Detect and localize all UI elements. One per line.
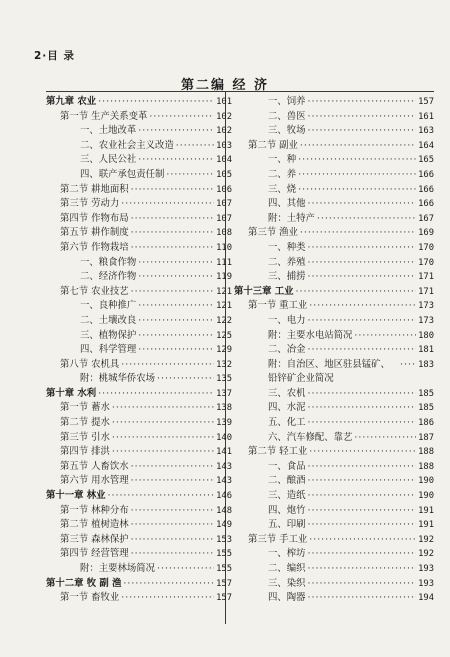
toc-entry-page: 180	[418, 330, 434, 341]
leader-dots	[308, 489, 417, 504]
leader-dots	[308, 474, 417, 489]
toc-entry-title: 二、编织	[268, 563, 306, 574]
leader-dots	[309, 299, 416, 314]
toc-entry-title: 二、养	[268, 168, 297, 180]
toc-entry	[234, 445, 434, 460]
toc-entry	[46, 489, 232, 504]
leader-dots	[98, 387, 214, 402]
leader-dots	[121, 197, 214, 212]
toc-entry	[46, 299, 232, 314]
leader-dots	[298, 153, 416, 168]
toc-entry-page: 161	[418, 111, 434, 122]
toc-entry-title: 第三节 引水	[60, 431, 110, 443]
leader-dots	[138, 314, 214, 329]
toc-entry-page: 166	[418, 169, 434, 180]
toc-entry-title: 二、酿酒	[268, 475, 306, 487]
leader-dots	[308, 124, 417, 139]
leader-dots	[121, 358, 214, 373]
toc-entry	[46, 445, 232, 460]
toc-entry-title: 第三节 劳动力	[60, 198, 120, 210]
leader-dots	[121, 591, 214, 606]
toc-entry-page: 135	[216, 374, 232, 385]
toc-entry-title: 二、经济作物	[80, 271, 137, 283]
toc-entry-title: 一、种	[268, 154, 297, 166]
toc-entry	[234, 299, 434, 314]
toc-entry-page: 153	[216, 534, 232, 545]
leader-dots	[138, 124, 214, 139]
leader-dots	[308, 504, 417, 519]
toc-entry-page: 132	[216, 359, 232, 370]
toc-entry-title: 第四节 作物布局	[60, 212, 129, 224]
toc-entry-page: 101	[216, 97, 232, 107]
toc-entry-title: 六、汽车修配、靠艺	[268, 431, 353, 443]
leader-dots	[309, 445, 416, 460]
toc-entry	[234, 474, 434, 489]
leader-dots	[131, 226, 215, 241]
toc-entry	[234, 95, 434, 110]
toc-entry-title: 第一节 生产关系变革	[60, 110, 148, 122]
toc-entry-page: 157	[216, 578, 232, 589]
toc-entry-title: 第一节 蓄水	[60, 402, 110, 414]
toc-entry-title: 第五节 耕作制度	[60, 227, 129, 239]
leader-dots	[308, 577, 417, 592]
toc-entry-title: 三、农机	[268, 387, 306, 399]
leader-dots	[298, 183, 416, 198]
toc-entry-page: 125	[216, 330, 232, 341]
leader-dots	[308, 591, 417, 606]
toc-entry-title: 第七节 农业技艺	[60, 285, 129, 297]
leader-dots	[308, 241, 417, 256]
toc-entry-title: 第三节 渔业	[248, 227, 298, 239]
toc-entry-title: 四、科学管理	[80, 344, 137, 356]
toc-entry-title: 一、饲养	[268, 96, 306, 107]
toc-entry-title: 五、化工	[268, 417, 306, 429]
toc-entry-page: 104	[216, 155, 232, 166]
toc-entry-page: 121	[216, 301, 232, 312]
toc-entry-title: 二、土壤改良	[80, 314, 137, 326]
toc-entry	[234, 547, 434, 562]
toc-entry-page: 187	[418, 432, 434, 443]
toc-entry	[46, 197, 232, 212]
toc-entry-title: 附：土特产	[268, 212, 315, 224]
toc-entry	[234, 504, 434, 519]
toc-entry	[46, 562, 232, 577]
toc-entry	[46, 577, 232, 592]
toc-entry	[234, 168, 434, 183]
toc-entry-page: 138	[216, 403, 232, 414]
toc-entry-page: 188	[418, 461, 434, 472]
toc-entry-title: 第三节 手工业	[248, 533, 308, 545]
toc-entry	[234, 431, 434, 446]
leader-dots	[308, 460, 417, 475]
toc-entry-page: 191	[418, 520, 434, 531]
toc-entry-page: 146	[216, 491, 232, 502]
leader-dots	[166, 168, 214, 183]
leader-dots	[112, 445, 214, 460]
toc-entry-page: 190	[418, 476, 434, 487]
toc-entry-title: 三、牧场	[268, 125, 306, 137]
toc-entry	[234, 256, 434, 271]
toc-entry-page: 171	[418, 272, 434, 283]
toc-entry-page: 165	[418, 155, 434, 166]
toc-entry-page: 106	[216, 184, 232, 195]
toc-entry	[46, 401, 232, 416]
toc-entry-page: 194	[418, 593, 434, 604]
toc-entry-title: 第十章 水利	[46, 387, 97, 399]
leader-dots	[138, 329, 214, 344]
leader-dots	[138, 270, 214, 285]
toc-entry-title: 三、人民公社	[80, 154, 137, 166]
leader-dots	[131, 533, 215, 548]
toc-entry-title: 三、植物保护	[80, 329, 137, 341]
leader-dots	[308, 197, 417, 212]
toc-entry-page: 191	[418, 505, 434, 516]
toc-entry-page: 139	[216, 418, 232, 429]
toc-entry-page: 185	[418, 388, 434, 399]
leader-dots	[308, 562, 417, 577]
toc-entry-title: 第八节 农机具	[60, 358, 120, 370]
toc-entry-title: 三、烧	[268, 183, 297, 195]
toc-entry	[234, 226, 434, 241]
toc-entry	[46, 460, 232, 475]
toc-entry-title: 附：主要林场简况	[80, 563, 156, 574]
toc-entry-title: 第六节 用水管理	[60, 475, 129, 487]
toc-entry-page: 105	[216, 169, 232, 180]
toc-entry-title: 附：自治区、地区驻县锰矿、铅锌矿企业简况	[268, 358, 390, 385]
toc-entry-page: 163	[418, 126, 434, 137]
toc-entry-title: 五、印刷	[268, 519, 306, 531]
toc-entry	[234, 314, 434, 329]
toc-entry-title: 第二节 耕地面积	[60, 183, 129, 195]
toc-entry-page: 155	[216, 549, 232, 560]
toc-entry	[234, 183, 434, 198]
toc-entry	[46, 124, 232, 139]
toc-entry-title: 一、土地改革	[80, 125, 137, 137]
toc-entry	[234, 577, 434, 592]
toc-entry-title: 四、其他	[268, 198, 306, 210]
toc-entry-page: 129	[216, 345, 232, 356]
leader-dots	[131, 285, 215, 300]
toc-entry-title: 三、捕捞	[268, 271, 306, 283]
toc-entry-title: 三、造纸	[268, 490, 306, 502]
toc-entry-title: 第十一章 林业	[46, 490, 106, 502]
toc-entry-title: 一、榨坊	[268, 548, 306, 560]
toc-entry-title: 四、陶器	[268, 592, 306, 604]
toc-entry-page: 157	[216, 593, 232, 604]
toc-entry-title: 第三节 森林保护	[60, 533, 129, 545]
leader-dots	[131, 183, 215, 198]
toc-entry-page: 186	[418, 418, 434, 429]
leader-dots	[317, 212, 416, 227]
toc-entry-page: 173	[418, 301, 434, 312]
toc-entry	[46, 256, 232, 271]
leader-dots	[308, 256, 417, 271]
leader-dots	[131, 547, 215, 562]
part-title: 第二编 经 济	[180, 78, 270, 93]
toc-entry-page: 143	[216, 476, 232, 487]
toc-entry	[234, 562, 434, 577]
toc-entry-page: 192	[418, 549, 434, 560]
toc-entry-page: 170	[418, 257, 434, 268]
leader-dots	[308, 314, 417, 329]
toc-entry-title: 一、种类	[268, 241, 306, 253]
toc-entry	[234, 197, 434, 212]
toc-entry	[46, 226, 232, 241]
toc-left-column	[46, 95, 232, 606]
leader-dots	[308, 416, 417, 431]
toc-entry-title: 第四节 经营管理	[60, 548, 129, 560]
toc-entry-title: 二、养殖	[268, 256, 306, 268]
leader-dots	[296, 285, 417, 300]
toc-entry	[46, 591, 232, 606]
toc-entry	[46, 212, 232, 227]
toc-entry-title: 第十三章 工业	[234, 285, 294, 297]
toc-entry-page: 170	[418, 242, 434, 253]
toc-entry	[234, 153, 434, 168]
toc-entry	[46, 533, 232, 548]
toc-entry	[46, 139, 232, 154]
leader-dots	[308, 401, 417, 416]
leader-dots	[354, 431, 416, 446]
toc-entry-title: 第十二章 牧 副 渔	[46, 577, 122, 589]
toc-entry-page: 107	[216, 213, 232, 224]
leader-dots	[112, 431, 214, 446]
toc-entry-title: 二、农业社会主义改造	[80, 139, 174, 151]
toc-entry-title: 四、炮竹	[268, 504, 306, 516]
toc-entry-page: 108	[216, 228, 232, 239]
toc-entry	[46, 504, 232, 519]
toc-entry-page: 143	[216, 461, 232, 472]
toc-entry	[46, 241, 232, 256]
toc-entry	[234, 285, 434, 300]
top-rule	[46, 91, 434, 92]
toc-entry-title: 第九章 农业	[46, 96, 97, 107]
toc-entry-title: 第一节 畜牧业	[60, 592, 120, 604]
toc-entry-page: 149	[216, 520, 232, 531]
toc-entry-page: 190	[418, 491, 434, 502]
toc-entry	[46, 358, 232, 373]
toc-entry-title: 一、良种推广	[80, 300, 137, 312]
toc-entry	[234, 270, 434, 285]
toc-entry	[234, 343, 434, 358]
toc-entry-page: 137	[216, 388, 232, 399]
toc-entry-page: 155	[216, 564, 232, 574]
leader-dots	[308, 518, 417, 533]
toc-entry-page: 183	[418, 359, 434, 370]
toc-entry-title: 四、联产承包责任制	[80, 168, 165, 180]
leader-dots	[298, 168, 416, 183]
leader-dots	[131, 518, 215, 533]
leader-dots	[308, 387, 417, 402]
leader-dots	[108, 489, 215, 504]
toc-entry-title: 二、冶金	[268, 344, 306, 356]
toc-entry	[234, 533, 434, 548]
toc-entry-title: 第六节 作物栽培	[60, 241, 129, 253]
toc-entry-title: 第二节 植树造林	[60, 519, 129, 531]
toc-entry-page: 166	[418, 199, 434, 210]
leader-dots	[138, 343, 214, 358]
toc-entry	[234, 460, 434, 475]
leader-dots	[157, 562, 214, 577]
toc-entry	[46, 431, 232, 446]
toc-entry	[234, 401, 434, 416]
toc-entry-page: 166	[418, 184, 434, 195]
leader-dots	[123, 577, 214, 592]
toc-entry	[46, 416, 232, 431]
toc-entry	[234, 110, 434, 125]
toc-entry-page: 188	[418, 447, 434, 458]
toc-entry-page: 193	[418, 564, 434, 574]
toc-entry-page: 185	[418, 403, 434, 414]
leader-dots	[157, 372, 214, 387]
toc-entry	[46, 183, 232, 198]
leader-dots	[176, 139, 214, 154]
leader-dots	[112, 416, 214, 431]
toc-entry-page: 193	[418, 578, 434, 589]
toc-entry-page: 157	[418, 97, 434, 107]
leader-dots	[308, 95, 417, 110]
toc-entry-title: 第二节 轻工业	[248, 446, 308, 458]
toc-entry	[46, 547, 232, 562]
toc-entry	[234, 591, 434, 606]
toc-entry	[234, 329, 434, 344]
toc-entry	[46, 270, 232, 285]
leader-dots	[131, 241, 215, 256]
leader-dots	[300, 226, 416, 241]
leader-dots	[138, 153, 214, 168]
toc-entry-page: 107	[216, 199, 232, 210]
toc-entry	[234, 241, 434, 256]
toc-entry	[46, 343, 232, 358]
leader-dots	[131, 504, 215, 519]
leader-dots	[131, 474, 215, 489]
toc-entry-page: 169	[418, 228, 434, 239]
leader-dots	[131, 460, 215, 475]
leader-dots	[138, 299, 214, 314]
toc-entry	[46, 372, 232, 387]
leader-dots	[354, 329, 416, 344]
leader-dots	[400, 358, 416, 373]
toc-entry	[46, 387, 232, 402]
toc-entry-page: 167	[418, 213, 434, 224]
toc-entry	[46, 329, 232, 344]
toc-entry-title: 一、电力	[268, 314, 306, 326]
toc-entry-title: 二、兽医	[268, 110, 306, 122]
toc-entry-page: 103	[216, 140, 232, 151]
toc-entry-page: 140	[216, 432, 232, 443]
toc-entry	[234, 489, 434, 504]
toc-entry-page: 110	[216, 242, 232, 253]
toc-entry	[46, 314, 232, 329]
toc-entry-title: 附：桃城华侨农场	[80, 373, 156, 385]
toc-entry	[234, 518, 434, 533]
toc-entry	[234, 124, 434, 139]
toc-entry-page: 121	[216, 286, 232, 297]
leader-dots	[138, 256, 214, 271]
toc-entry-title: 第二节 提水	[60, 417, 110, 429]
toc-entry-page: 119	[216, 272, 232, 283]
toc-entry	[234, 139, 434, 154]
leader-dots	[131, 212, 215, 227]
toc-entry	[46, 110, 232, 125]
toc-entry-title: 第二节 副业	[248, 139, 298, 151]
toc-entry	[46, 168, 232, 183]
toc-entry-page: 141	[216, 447, 232, 458]
leader-dots	[308, 110, 417, 125]
leader-dots	[308, 547, 417, 562]
toc-entry-title: 四、水泥	[268, 402, 306, 414]
toc-entry-title: 第一节 林种分布	[60, 504, 129, 516]
leader-dots	[112, 401, 214, 416]
toc-entry	[234, 387, 434, 402]
leader-dots	[308, 343, 417, 358]
toc-entry-page: 164	[418, 140, 434, 151]
toc-entry-title: 第一节 重工业	[248, 300, 308, 312]
toc-entry-page: 122	[216, 315, 232, 326]
leader-dots	[149, 110, 214, 125]
toc-entry-page: 111	[216, 257, 232, 268]
toc-entry	[46, 285, 232, 300]
toc-right-column	[234, 95, 434, 606]
toc-entry	[46, 518, 232, 533]
toc-entry-page: 148	[216, 505, 232, 516]
toc-entry-page: 173	[418, 315, 434, 326]
toc-entry-page: 171	[418, 286, 434, 297]
toc-entry-title: 附：主要水电站简况	[268, 329, 353, 341]
toc-entry-title: 第五节 人畜饮水	[60, 460, 129, 472]
toc-entry	[234, 212, 434, 227]
leader-dots	[308, 270, 417, 285]
toc-entry-title: 一、粮食作物	[80, 256, 137, 268]
toc-entry-page: 102	[216, 111, 232, 122]
toc-entry	[234, 358, 434, 387]
toc-entry-title: 一、食品	[268, 460, 306, 472]
toc-entry-title: 三、染织	[268, 577, 306, 589]
toc-entry-page: 181	[418, 345, 434, 356]
leader-dots	[300, 139, 416, 154]
toc-entry-page: 192	[418, 534, 434, 545]
toc-entry	[46, 474, 232, 489]
toc-entry	[234, 416, 434, 431]
leader-dots	[309, 533, 416, 548]
toc-entry-page: 102	[216, 126, 232, 137]
leader-dots	[98, 95, 214, 110]
toc-entry	[46, 95, 232, 110]
toc-entry-title: 第四节 排洪	[60, 446, 110, 458]
page-header: 2·目 录	[34, 50, 75, 62]
toc-entry	[46, 153, 232, 168]
